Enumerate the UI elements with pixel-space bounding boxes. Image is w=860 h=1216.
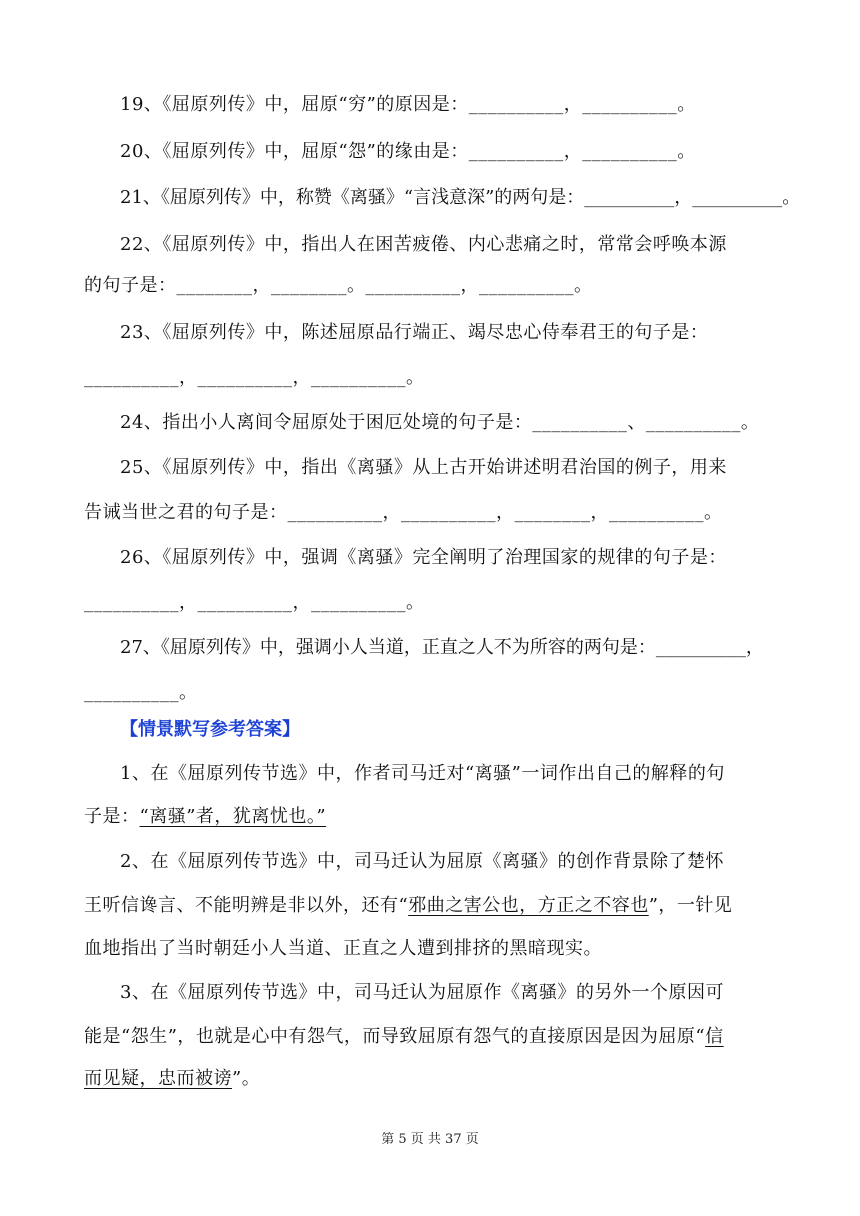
- answer-3-suffix: ”。: [232, 1068, 261, 1089]
- answer-2-line2: [84, 893, 784, 919]
- question-21: 21、《屈原列传》中，称赞《离骚》“言浅意深”的两句是：__________，__________。: [120, 187, 801, 208]
- answer-1-underlined: “离骚”者，犹离忧也。”: [139, 806, 327, 827]
- answer-3-line2: [84, 1024, 784, 1050]
- answers-heading: 【情景默写参考答案】: [120, 719, 300, 740]
- answer-2-line1: 2、在《屈原列传节选》中，司马迁认为屈原《离骚》的创作背景除了楚怀: [120, 851, 724, 872]
- answer-2-suffix: ”，一针见: [648, 895, 733, 916]
- question-25-line2: 告诫当世之君的句子是：__________，__________，________，__________。: [84, 502, 723, 523]
- answer-3-line3: [84, 1066, 784, 1092]
- question-26-line1: 26、《屈原列传》中，强调《离骚》完全阐明了治理国家的规律的句子是：: [120, 547, 727, 568]
- answer-3-underlined-start: 信: [705, 1026, 724, 1047]
- answer-2-prefix: 王听信谗言、不能明辨是非以外，还有“: [84, 895, 409, 916]
- answer-1-prefix: 子是：: [84, 806, 140, 827]
- answer-1-line1: 1、在《屈原列传节选》中，作者司马迁对“离骚”一词作出自己的解释的句: [120, 763, 725, 784]
- answer-2-underlined: 邪曲之害公也，方正之不容也: [408, 895, 649, 916]
- page-number-footer: 第 5 页 共 37 页: [381, 1132, 479, 1147]
- question-24: 24、指出小人离间令屈原处于困厄处境的句子是：__________、__________。: [120, 412, 760, 433]
- question-23-line1: 23、《屈原列传》中，陈述屈原品行端正、竭尽忠心侍奉君王的句子是：: [120, 322, 709, 343]
- answer-3-prefix: 能是“怨生”，也就是心中有怨气，而导致屈原有怨气的直接原因是因为屈原“: [84, 1026, 706, 1047]
- question-27-line2: __________。: [84, 682, 198, 703]
- question-20: 20、《屈原列传》中，屈原“怨”的缘由是：__________，__________。: [120, 141, 696, 162]
- answer-3-line1: 3、在《屈原列传节选》中，司马迁认为屈原作《离骚》的另外一个原因可: [120, 982, 724, 1003]
- question-25-line1: 25、《屈原列传》中，指出《离骚》从上古开始讲述明君治国的例子，用来: [120, 457, 727, 478]
- question-22-line2: 的句子是：________，________。__________，__________。: [84, 275, 593, 296]
- answer-1-line2: [84, 804, 784, 830]
- question-22-line1: 22、《屈原列传》中，指出人在困苦疲倦、内心悲痛之时，常常会呼唤本源: [120, 234, 727, 255]
- answer-2-line3: 血地指出了当时朝廷小人当道、正直之人遭到排挤的黑暗现实。: [84, 938, 602, 959]
- question-19: 19、《屈原列传》中，屈原“穷”的原因是：__________，__________。: [120, 94, 696, 115]
- question-23-line2: __________，__________，__________。: [84, 367, 425, 388]
- question-26-line2: __________，__________，__________。: [84, 592, 425, 613]
- answer-3-underlined: 而见疑，忠而被谤: [84, 1068, 232, 1089]
- question-27-line1: 27、《屈原列传》中，强调小人当道，正直之人不为所容的两句是：__________，: [120, 637, 764, 658]
